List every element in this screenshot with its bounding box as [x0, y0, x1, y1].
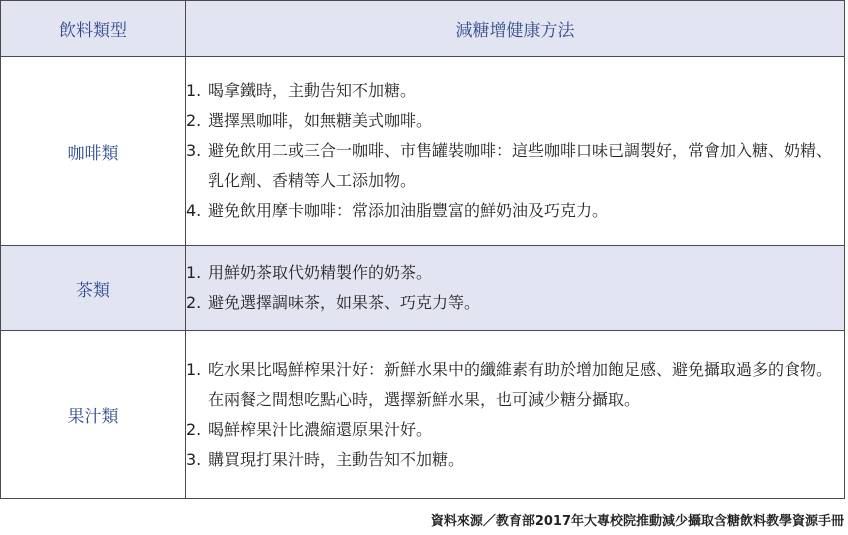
type-cell-tea: 茶類	[1, 246, 186, 331]
list-item-number: 3.	[186, 141, 202, 160]
table-row-tea	[1, 246, 845, 331]
method-list-juice	[186, 355, 844, 475]
list-item-text: 選擇黑咖啡，如無糖美式咖啡。	[208, 111, 433, 130]
header-beverage-type: 飲料類型	[1, 1, 186, 57]
list-item-text: 避免飲用摩卡咖啡：常添加油脂豐富的鮮奶油及巧克力。	[208, 201, 609, 220]
list-item-number: 1.	[186, 359, 202, 379]
list-item	[186, 196, 844, 226]
list-item	[186, 76, 844, 106]
list-item	[186, 355, 844, 415]
list-item-text: 吃水果比喝鮮榨果汁好：新鮮水果中的纖維素有助於增加飽足感、避免攝取過多的食物。在兩餐之間想吃點心時，選擇新鮮水果，也可減少糖分攝取。	[208, 359, 833, 409]
list-item-number: 2.	[186, 293, 202, 312]
list-item-number: 3.	[186, 449, 202, 469]
list-item-number: 1.	[186, 263, 202, 282]
table-row-juice	[1, 331, 845, 499]
method-cell-coffee	[186, 57, 845, 246]
list-item-number: 1.	[186, 81, 202, 100]
list-item	[186, 288, 844, 318]
list-item-text: 喝鮮榨果汁比濃縮還原果汁好。	[208, 419, 433, 439]
method-list-tea	[186, 258, 844, 318]
list-item	[186, 106, 844, 136]
list-item-number: 2.	[186, 111, 202, 130]
list-item-text: 購買現打果汁時，主動告知不加糖。	[208, 449, 465, 469]
list-item-text: 喝拿鐵時，主動告知不加糖。	[208, 81, 417, 100]
type-cell-coffee: 咖啡類	[1, 57, 186, 246]
method-cell-juice	[186, 331, 845, 499]
header-sugar-reduction-method: 減糖增健康方法	[186, 1, 845, 57]
type-cell-juice: 果汁類	[1, 331, 186, 499]
method-cell-tea	[186, 246, 845, 331]
source-citation: 資料來源／教育部2017年大專校院推動減少攝取含糖飲料教學資源手冊	[430, 514, 844, 529]
list-item	[186, 136, 844, 196]
method-list-coffee	[186, 76, 844, 226]
list-item-text: 避免飲用二或三合一咖啡、市售罐裝咖啡：這些咖啡口味已調製好，常會加入糖、奶精、乳化劑、香精等人工添加物。	[208, 141, 833, 190]
list-item	[186, 258, 844, 288]
list-item	[186, 415, 844, 445]
list-item-number: 4.	[186, 201, 202, 220]
table-header-row	[1, 1, 845, 57]
list-item-number: 2.	[186, 419, 202, 439]
list-item-text: 用鮮奶茶取代奶精製作的奶茶。	[208, 263, 433, 282]
list-item	[186, 445, 844, 475]
table-row-coffee	[1, 57, 845, 246]
list-item-text: 避免選擇調味茶，如果茶、巧克力等。	[208, 293, 481, 312]
